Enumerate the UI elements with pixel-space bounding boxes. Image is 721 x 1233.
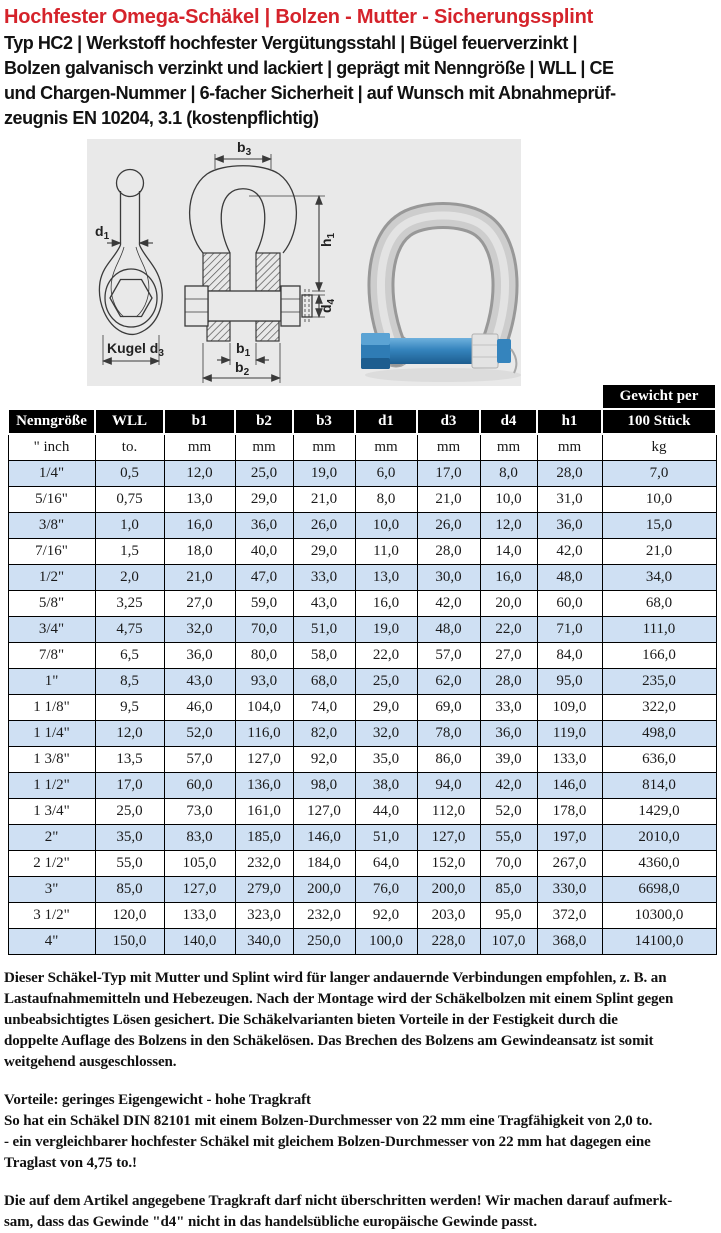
table-cell: 35,0 <box>95 825 164 851</box>
table-cell: 21,0 <box>602 539 716 565</box>
table-cell: 1 3/4" <box>8 799 95 825</box>
table-cell: 3,25 <box>95 591 164 617</box>
table-row <box>8 669 716 695</box>
table-row <box>8 487 716 513</box>
table-row <box>8 903 716 929</box>
table-cell: 18,0 <box>164 539 235 565</box>
table-cell: 100,0 <box>355 929 417 955</box>
table-cell: 136,0 <box>235 773 293 799</box>
bolt-head-drawing <box>185 286 208 326</box>
unit-cell: mm <box>417 434 480 461</box>
unit-cell: mm <box>293 434 355 461</box>
table-cell: 33,0 <box>480 695 537 721</box>
table-cell: 109,0 <box>537 695 602 721</box>
table-cell: 133,0 <box>164 903 235 929</box>
table-row <box>8 773 716 799</box>
table-cell: 93,0 <box>235 669 293 695</box>
table-cell: 9,5 <box>95 695 164 721</box>
table-cell: 21,0 <box>164 565 235 591</box>
table-row <box>8 799 716 825</box>
table-cell: 0,75 <box>95 487 164 513</box>
table-cell: 48,0 <box>537 565 602 591</box>
table-cell: 10,0 <box>480 487 537 513</box>
bolt-nut <box>472 334 498 368</box>
table-cell: 57,0 <box>164 747 235 773</box>
table-cell: 1" <box>8 669 95 695</box>
table-cell: 86,0 <box>417 747 480 773</box>
table-row <box>8 461 716 487</box>
table-cell: 13,0 <box>355 565 417 591</box>
column-header-d3: d3 <box>417 409 480 434</box>
table-cell: 127,0 <box>417 825 480 851</box>
table-cell: 39,0 <box>480 747 537 773</box>
table-cell: 42,0 <box>480 773 537 799</box>
table-cell: 76,0 <box>355 877 417 903</box>
table-cell: 4" <box>8 929 95 955</box>
table-cell: 10300,0 <box>602 903 716 929</box>
table-cell: 32,0 <box>355 721 417 747</box>
table-cell: 85,0 <box>95 877 164 903</box>
table-cell: 46,0 <box>164 695 235 721</box>
table-cell: 40,0 <box>235 539 293 565</box>
table-cell: 69,0 <box>417 695 480 721</box>
table-cell: 52,0 <box>164 721 235 747</box>
unit-cell: mm <box>537 434 602 461</box>
table-cell: 200,0 <box>293 877 355 903</box>
table-cell: 6,5 <box>95 643 164 669</box>
table-cell: 28,0 <box>537 461 602 487</box>
table-cell: 10,0 <box>602 487 716 513</box>
table-cell: 116,0 <box>235 721 293 747</box>
bolt-tip <box>497 339 511 363</box>
column-header-weight-line1: Gewicht per <box>603 385 715 408</box>
table-cell: 36,0 <box>537 513 602 539</box>
table-cell: 279,0 <box>235 877 293 903</box>
table-cell: 228,0 <box>417 929 480 955</box>
table-cell: 127,0 <box>293 799 355 825</box>
unit-cell: kg <box>602 434 716 461</box>
table-row <box>8 825 716 851</box>
table-cell: 28,0 <box>480 669 537 695</box>
table-row <box>8 643 716 669</box>
table-cell: 71,0 <box>537 617 602 643</box>
table-cell: 51,0 <box>355 825 417 851</box>
table-cell: 36,0 <box>235 513 293 539</box>
table-row <box>8 591 716 617</box>
table-cell: 31,0 <box>537 487 602 513</box>
table-cell: 146,0 <box>537 773 602 799</box>
table-cell: 111,0 <box>602 617 716 643</box>
table-row <box>8 695 716 721</box>
table-cell: 11,0 <box>355 539 417 565</box>
column-header-h1: h1 <box>537 409 602 434</box>
table-cell: 127,0 <box>235 747 293 773</box>
table-cell: 20,0 <box>480 591 537 617</box>
table-cell: 48,0 <box>417 617 480 643</box>
table-row <box>8 539 716 565</box>
table-cell: 1429,0 <box>602 799 716 825</box>
table-cell: 2 1/2" <box>8 851 95 877</box>
table-cell: 498,0 <box>602 721 716 747</box>
table-cell: 42,0 <box>417 591 480 617</box>
product-figure <box>87 139 521 386</box>
table-row <box>8 513 716 539</box>
table-cell: 92,0 <box>293 747 355 773</box>
table-cell: 13,0 <box>164 487 235 513</box>
table-cell: 55,0 <box>95 851 164 877</box>
page-subtitle: Typ HC2 | Werkstoff hochfester Vergütungsstahl | Bügel feuerverzinkt | Bolzen galvanisch verzinkt und lackiert | geprägt mit Nenngröße | WLL | CE und Chargen-Nummer | 6-facher Sicherheit | auf Wunsch mit Abnahmeprüf- zeugnis EN 10204, 3.1 (kostenpflichtig) <box>4 33 616 128</box>
table-cell: 4360,0 <box>602 851 716 877</box>
column-header-d1: d1 <box>355 409 417 434</box>
table-cell: 7,0 <box>602 461 716 487</box>
table-cell: 94,0 <box>417 773 480 799</box>
dim-label-h1: $h_1$ <box>318 232 337 247</box>
table-cell: 104,0 <box>235 695 293 721</box>
table-cell: 35,0 <box>355 747 417 773</box>
table-cell: 6,0 <box>355 461 417 487</box>
table-cell: 38,0 <box>355 773 417 799</box>
page-title: Hochfester Omega-Schäkel | Bolzen - Mutter - Sicherungssplint <box>4 6 594 28</box>
table-cell: 12,0 <box>164 461 235 487</box>
table-row <box>8 617 716 643</box>
shackle-diagram <box>87 139 521 386</box>
table-cell: 322,0 <box>602 695 716 721</box>
table-cell: 95,0 <box>537 669 602 695</box>
table-cell: 3/8" <box>8 513 95 539</box>
table-cell: 60,0 <box>537 591 602 617</box>
table-cell: 28,0 <box>417 539 480 565</box>
table-cell: 22,0 <box>355 643 417 669</box>
table-cell: 235,0 <box>602 669 716 695</box>
unit-cell: mm <box>480 434 537 461</box>
table-cell: 232,0 <box>235 851 293 877</box>
table-cell: 15,0 <box>602 513 716 539</box>
table-cell: 14100,0 <box>602 929 716 955</box>
table-cell: 13,5 <box>95 747 164 773</box>
dim-label-d1: $d_1$ <box>95 223 110 242</box>
column-header-b2: b2 <box>235 409 293 434</box>
table-cell: 340,0 <box>235 929 293 955</box>
table-row <box>8 877 716 903</box>
table-cell: 14,0 <box>480 539 537 565</box>
table-cell: 34,0 <box>602 565 716 591</box>
table-cell: 70,0 <box>480 851 537 877</box>
unit-cell: " inch <box>8 434 95 461</box>
dim-label-b2: $b_2$ <box>235 359 250 378</box>
table-cell: 59,0 <box>235 591 293 617</box>
column-header-weight <box>602 388 716 434</box>
column-header-d4: d4 <box>480 409 537 434</box>
table-cell: 82,0 <box>293 721 355 747</box>
column-header-b3: b3 <box>293 409 355 434</box>
dim-label-d4: $d_4$ <box>318 298 337 313</box>
table-cell: 43,0 <box>293 591 355 617</box>
table-cell: 70,0 <box>235 617 293 643</box>
table-cell: 1,5 <box>95 539 164 565</box>
table-cell: 232,0 <box>293 903 355 929</box>
table-cell: 36,0 <box>480 721 537 747</box>
table-cell: 120,0 <box>95 903 164 929</box>
table-cell: 8,5 <box>95 669 164 695</box>
table-cell: 10,0 <box>355 513 417 539</box>
table-cell: 19,0 <box>293 461 355 487</box>
table-cell: 267,0 <box>537 851 602 877</box>
table-cell: 2010,0 <box>602 825 716 851</box>
table-cell: 3 1/2" <box>8 903 95 929</box>
size-table-head <box>8 388 716 461</box>
table-cell: 150,0 <box>95 929 164 955</box>
column-header-wll: WLL <box>95 409 164 434</box>
table-cell: 636,0 <box>602 747 716 773</box>
table-cell: 1,0 <box>95 513 164 539</box>
table-cell: 0,5 <box>95 461 164 487</box>
paragraph-advantages: Vorteile: geringes Eigengewicht - hohe Tragkraft So hat ein Schäkel DIN 82101 mit einem Bolzen-Durchmesser von 22 mm eine Tragfähigkeit von 2,0 to. - ein vergleichbarer hochfester Schäkel mit gleichem Bolzen-Durchmesser von 22 mm hat dagegen eine Traglast von 4,75 to.! <box>4 1092 653 1171</box>
table-cell: 95,0 <box>480 903 537 929</box>
table-cell: 29,0 <box>355 695 417 721</box>
table-cell: 1 3/8" <box>8 747 95 773</box>
table-cell: 30,0 <box>417 565 480 591</box>
paragraph-description: Dieser Schäkel-Typ mit Mutter und Splint wird für langer andauernde Verbindungen empfohlen, z. B. an Lastaufnahmemitteln und Hebezeugen. Nach der Montage wird der Schäkelbolzen mit einem Splint gegen unbeabsichtigtes Lösen gesichert. Die Schäkelvarianten bieten Vorteile in der Festigkeit durch die doppelte Auflage des Bolzens in den Schäkelösen. Das Brechen des Bolzens am Gewindeansatz ist somit weitgehend ausgeschlossen. <box>4 970 674 1070</box>
dim-label-kugel-d3: Kugel $d_3$ <box>107 340 164 359</box>
table-cell: 1/4" <box>8 461 95 487</box>
dim-label-b1: $b_1$ <box>236 340 251 359</box>
bolt-shaft-drawing <box>208 291 281 321</box>
size-table <box>7 388 717 955</box>
table-cell: 43,0 <box>164 669 235 695</box>
table-row <box>8 929 716 955</box>
table-cell: 6698,0 <box>602 877 716 903</box>
nut-drawing <box>281 286 300 326</box>
table-cell: 5/8" <box>8 591 95 617</box>
table-cell: 19,0 <box>355 617 417 643</box>
table-cell: 1 1/2" <box>8 773 95 799</box>
table-cell: 62,0 <box>417 669 480 695</box>
table-cell: 5/16" <box>8 487 95 513</box>
dim-label-b3: $b_3$ <box>237 139 252 158</box>
table-cell: 3" <box>8 877 95 903</box>
table-cell: 42,0 <box>537 539 602 565</box>
header-row <box>8 409 716 434</box>
table-cell: 323,0 <box>235 903 293 929</box>
table-cell: 1/2" <box>8 565 95 591</box>
table-cell: 203,0 <box>417 903 480 929</box>
table-cell: 12,0 <box>95 721 164 747</box>
table-cell: 27,0 <box>480 643 537 669</box>
table-row <box>8 565 716 591</box>
table-cell: 12,0 <box>480 513 537 539</box>
table-cell: 52,0 <box>480 799 537 825</box>
table-cell: 25,0 <box>95 799 164 825</box>
table-row <box>8 721 716 747</box>
paragraph-warning: Die auf dem Artikel angegebene Tragkraft darf nicht überschritten werden! Wir machen darauf aufmerk- sam, dass das Gewinde "d4" nicht in das handelsübliche europäische Gewinde passt. <box>4 1193 673 1230</box>
table-cell: 2" <box>8 825 95 851</box>
unit-cell: to. <box>95 434 164 461</box>
table-cell: 3/4" <box>8 617 95 643</box>
units-row <box>8 434 716 461</box>
unit-cell: mm <box>235 434 293 461</box>
table-cell: 161,0 <box>235 799 293 825</box>
table-cell: 73,0 <box>164 799 235 825</box>
table-cell: 127,0 <box>164 877 235 903</box>
table-cell: 68,0 <box>293 669 355 695</box>
table-row <box>8 851 716 877</box>
table-cell: 250,0 <box>293 929 355 955</box>
table-cell: 166,0 <box>602 643 716 669</box>
table-cell: 85,0 <box>480 877 537 903</box>
table-cell: 105,0 <box>164 851 235 877</box>
table-cell: 140,0 <box>164 929 235 955</box>
table-cell: 197,0 <box>537 825 602 851</box>
table-cell: 29,0 <box>235 487 293 513</box>
table-cell: 47,0 <box>235 565 293 591</box>
table-cell: 29,0 <box>293 539 355 565</box>
table-cell: 4,75 <box>95 617 164 643</box>
table-cell: 68,0 <box>602 591 716 617</box>
table-cell: 16,0 <box>480 565 537 591</box>
product-page <box>0 5 721 1233</box>
table-cell: 16,0 <box>164 513 235 539</box>
column-header-b1: b1 <box>164 409 235 434</box>
table-cell: 21,0 <box>417 487 480 513</box>
table-cell: 33,0 <box>293 565 355 591</box>
table-cell: 26,0 <box>417 513 480 539</box>
column-header-nenngroesse: Nenngröße <box>8 409 95 434</box>
table-cell: 146,0 <box>293 825 355 851</box>
table-cell: 107,0 <box>480 929 537 955</box>
column-header-weight-line2: 100 Stück <box>627 413 691 429</box>
table-cell: 2,0 <box>95 565 164 591</box>
table-cell: 1 1/4" <box>8 721 95 747</box>
table-cell: 36,0 <box>164 643 235 669</box>
table-cell: 152,0 <box>417 851 480 877</box>
table-cell: 17,0 <box>417 461 480 487</box>
table-cell: 55,0 <box>480 825 537 851</box>
table-cell: 372,0 <box>537 903 602 929</box>
table-cell: 27,0 <box>164 591 235 617</box>
table-cell: 8,0 <box>355 487 417 513</box>
table-cell: 84,0 <box>537 643 602 669</box>
table-cell: 58,0 <box>293 643 355 669</box>
table-row <box>8 747 716 773</box>
table-cell: 200,0 <box>417 877 480 903</box>
table-cell: 32,0 <box>164 617 235 643</box>
table-cell: 178,0 <box>537 799 602 825</box>
size-table-body <box>8 461 716 955</box>
table-cell: 92,0 <box>355 903 417 929</box>
table-cell: 83,0 <box>164 825 235 851</box>
table-cell: 184,0 <box>293 851 355 877</box>
table-cell: 17,0 <box>95 773 164 799</box>
table-cell: 330,0 <box>537 877 602 903</box>
description-section <box>4 968 721 1233</box>
table-cell: 25,0 <box>235 461 293 487</box>
table-cell: 98,0 <box>293 773 355 799</box>
table-cell: 21,0 <box>293 487 355 513</box>
table-cell: 57,0 <box>417 643 480 669</box>
table-cell: 80,0 <box>235 643 293 669</box>
table-cell: 814,0 <box>602 773 716 799</box>
table-cell: 22,0 <box>480 617 537 643</box>
table-cell: 16,0 <box>355 591 417 617</box>
table-cell: 26,0 <box>293 513 355 539</box>
table-cell: 7/8" <box>8 643 95 669</box>
table-cell: 74,0 <box>293 695 355 721</box>
table-cell: 119,0 <box>537 721 602 747</box>
table-cell: 51,0 <box>293 617 355 643</box>
unit-cell: mm <box>355 434 417 461</box>
table-cell: 1 1/8" <box>8 695 95 721</box>
table-cell: 60,0 <box>164 773 235 799</box>
table-cell: 185,0 <box>235 825 293 851</box>
table-cell: 112,0 <box>417 799 480 825</box>
table-cell: 44,0 <box>355 799 417 825</box>
table-cell: 8,0 <box>480 461 537 487</box>
table-cell: 64,0 <box>355 851 417 877</box>
unit-cell: mm <box>164 434 235 461</box>
table-cell: 25,0 <box>355 669 417 695</box>
table-cell: 7/16" <box>8 539 95 565</box>
table-cell: 78,0 <box>417 721 480 747</box>
table-cell: 133,0 <box>537 747 602 773</box>
table-cell: 368,0 <box>537 929 602 955</box>
